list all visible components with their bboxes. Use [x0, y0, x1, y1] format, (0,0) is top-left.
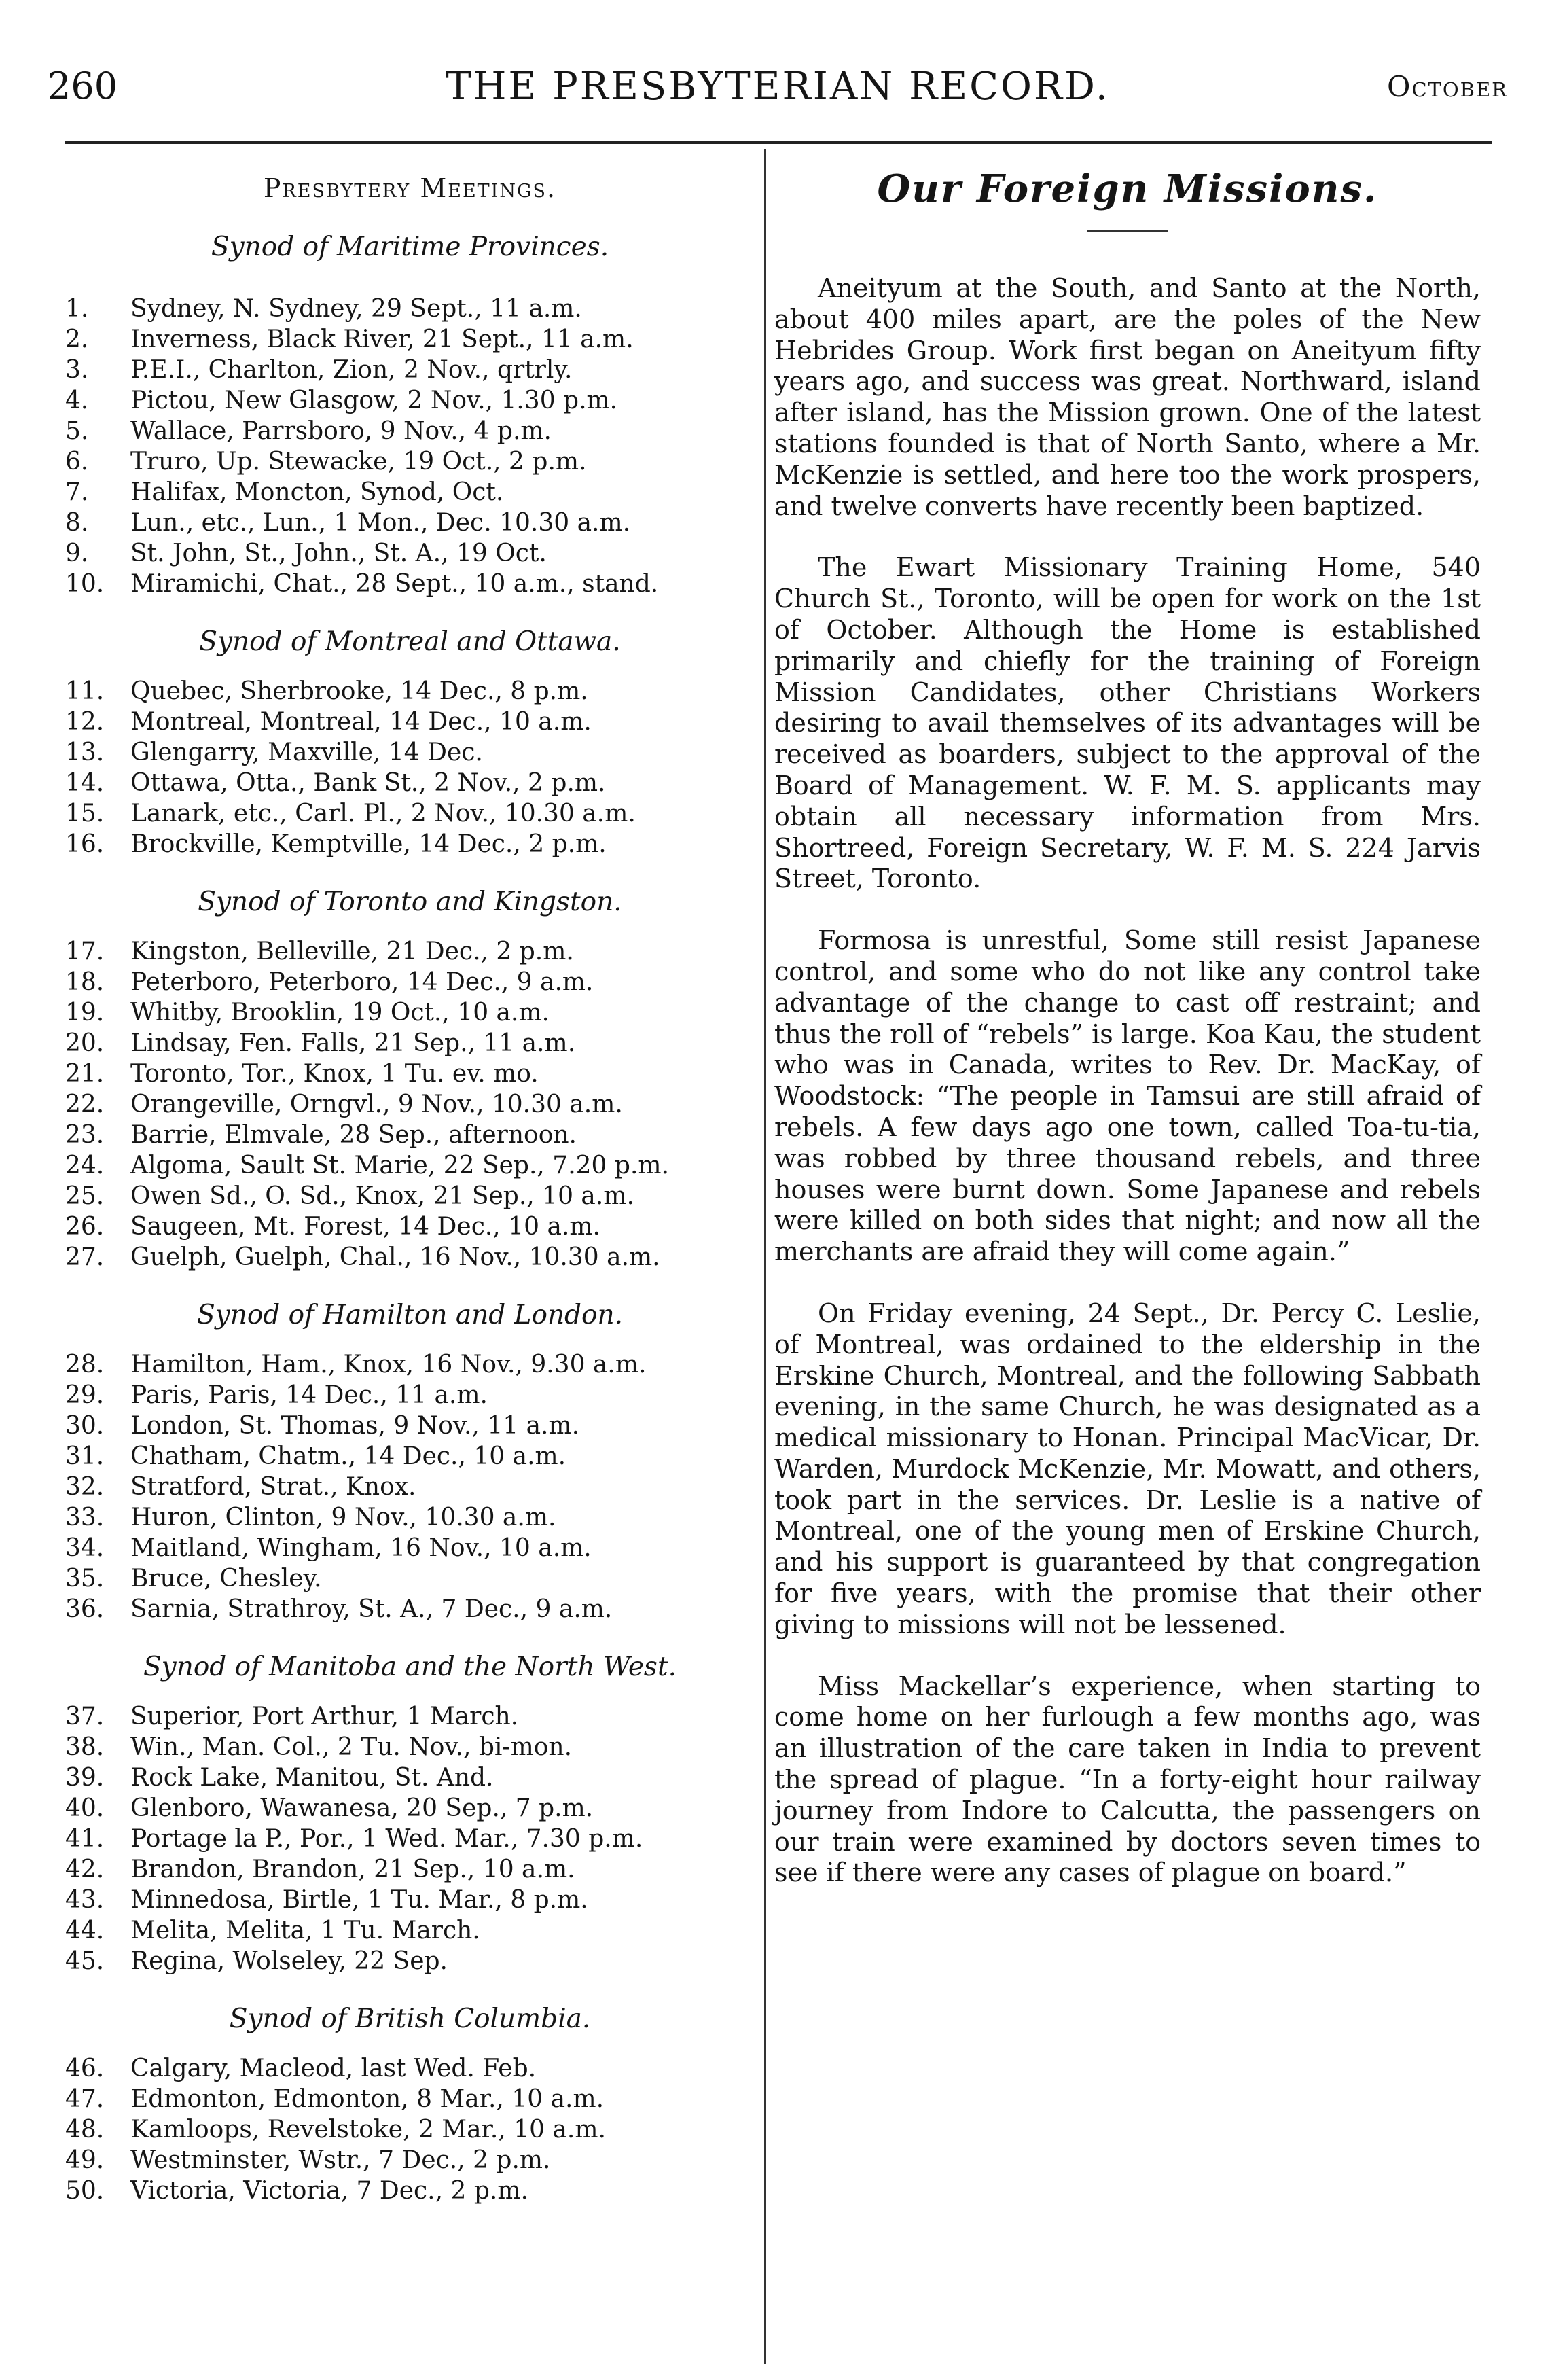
entry-number: 13. [65, 739, 105, 766]
synod-block [65, 232, 755, 599]
list-item [65, 1089, 755, 1120]
entry-number: 39. [65, 1764, 105, 1792]
entry-number: 31. [65, 1442, 105, 1470]
list-item [65, 967, 755, 997]
synod-heading: Synod of Hamilton and London. [196, 1300, 624, 1330]
entry-text: Bruce, Chesley. [130, 1565, 322, 1593]
entry-number: 29. [65, 1381, 105, 1409]
entry-text: Portage la P., Por., 1 Wed. Mar., 7.30 p.m. [130, 1825, 643, 1853]
entry-text: Orangeville, Orngvl., 9 Nov., 10.30 a.m. [130, 1090, 623, 1118]
entry-text: Owen Sd., O. Sd., Knox, 21 Sep., 10 a.m. [130, 1182, 634, 1210]
entry-number: 37. [65, 1703, 105, 1730]
running-head [48, 65, 1508, 126]
entry-text: Saugeen, Mt. Forest, 14 Dec., 10 a.m. [130, 1213, 600, 1241]
list-item [65, 1242, 755, 1273]
entry-text: Wallace, Parrsboro, 9 Nov., 4 p.m. [130, 417, 552, 445]
entry-number: 2. [65, 325, 89, 353]
entry-number: 23. [65, 1121, 105, 1149]
issue-month: October [1386, 70, 1508, 103]
list-item [65, 737, 755, 768]
entry-text: P.E.I., Charlton, Zion, 2 Nov., qrtrly. [130, 356, 573, 384]
entry-text: Edmonton, Edmonton, 8 Mar., 10 a.m. [130, 2085, 605, 2113]
list-item [65, 1915, 755, 1946]
entry-number: 21. [65, 1060, 105, 1088]
missions-paragraph: Aneityum at the South, and Santo at the North, about 400 miles apart, are the poles of the New Hebrides Group. Work first began on Aneityum fifty years ago, and success was great. Northward, island after island, has the Mission grown. One of the latest stations founded is that of North Santo, where a Mr. McKenzie is settled, and here too the work prospers, and twelve converts have recently been baptized. [774, 273, 1481, 521]
entry-number: 33. [65, 1504, 105, 1531]
missions-paragraph: Miss Mackellar’s experience, when starting to come home on her furlough a few months ago, was an illustration of the care taken in India to prevent the spread of plague. “In a forty-eight hour railway journey from Indore to Calcutta, the passengers on our train were examined by doctors seven times to see if there were any cases of plague on board.” [774, 1671, 1481, 1888]
presbytery-list [65, 676, 755, 859]
entry-text: Halifax, Moncton, Synod, Oct. [130, 478, 504, 506]
missions-paragraph: The Ewart Missionary Training Home, 540 Church St., Toronto, will be open for work on the 1st of October. Although the Home is established primarily and chiefly for the training of Foreign Mission Candidates, other Christians Workers desiring to avail themselves of its advantages will be received as boarders, subject to the approval of the Board of Management. W. F. M. S. applicants may obtain all necessary information from Mrs. Shortreed, Foreign Secretary, W. F. M. S. 224 Jarvis Street, Toronto. [774, 552, 1481, 894]
list-item [65, 477, 755, 508]
entry-text: Algoma, Sault St. Marie, 22 Sep., 7.20 p.m. [130, 1152, 669, 1179]
synod-heading: Synod of Montreal and Ottawa. [199, 626, 621, 657]
list-item [65, 324, 755, 355]
synod-heading: Synod of Manitoba and the North West. [143, 1652, 677, 1682]
list-item [65, 1502, 755, 1533]
missions-heading: Our Foreign Missions. [877, 166, 1378, 211]
presbytery-list [65, 1701, 755, 1976]
list-item [65, 707, 755, 737]
list-item [65, 2114, 755, 2145]
list-item [65, 1793, 755, 1824]
list-item [65, 1946, 755, 1976]
foreign-missions-column [774, 166, 1481, 1919]
list-item [65, 1472, 755, 1502]
entry-text: Lun., etc., Lun., 1 Mon., Dec. 10.30 a.m. [130, 509, 631, 537]
entry-text: Chatham, Chatm., 14 Dec., 10 a.m. [130, 1442, 566, 1470]
column-divider [764, 149, 766, 2364]
list-item [65, 1533, 755, 1563]
entry-text: Quebec, Sherbrooke, 14 Dec., 8 p.m. [130, 677, 588, 705]
list-item [65, 676, 755, 707]
synod-block [65, 1652, 755, 1976]
entry-text: Peterboro, Peterboro, 14 Dec., 9 a.m. [130, 968, 594, 996]
synod-block [65, 2004, 755, 2206]
section-title: Presbytery Meetings. [263, 173, 557, 203]
entry-text: Brandon, Brandon, 21 Sep., 10 a.m. [130, 1855, 575, 1883]
entry-number: 7. [65, 478, 89, 506]
entry-text: Sydney, N. Sydney, 29 Sept., 11 a.m. [130, 295, 582, 323]
entry-text: Glenboro, Wawanesa, 20 Sep., 7 p.m. [130, 1794, 594, 1822]
entry-number: 26. [65, 1213, 105, 1241]
entry-text: Inverness, Black River, 21 Sept., 11 a.m. [130, 325, 634, 353]
synod-heading: Synod of Toronto and Kingston. [198, 887, 622, 917]
entry-number: 27. [65, 1243, 105, 1271]
list-item [65, 569, 755, 599]
entry-text: St. John, St., John., St. A., 19 Oct. [130, 539, 547, 567]
list-item [65, 446, 755, 477]
synod-heading: Synod of British Columbia. [229, 2004, 591, 2034]
entry-number: 46. [65, 2055, 105, 2082]
entry-text: Rock Lake, Manitou, St. And. [130, 1764, 494, 1792]
entry-number: 50. [65, 2177, 105, 2205]
list-item [65, 1181, 755, 1211]
list-item [65, 416, 755, 446]
entry-text: Kingston, Belleville, 21 Dec., 2 p.m. [130, 938, 574, 965]
list-item [65, 1701, 755, 1732]
list-item [65, 1824, 755, 1854]
entry-number: 28. [65, 1351, 105, 1379]
entry-text: Barrie, Elmvale, 28 Sep., afternoon. [130, 1121, 577, 1149]
entry-text: Superior, Port Arthur, 1 March. [130, 1703, 519, 1730]
entry-number: 30. [65, 1412, 105, 1440]
entry-number: 41. [65, 1825, 105, 1853]
list-item [65, 2145, 755, 2175]
entry-number: 43. [65, 1886, 105, 1914]
entry-number: 36. [65, 1595, 105, 1623]
entry-text: Regina, Wolseley, 22 Sep. [130, 1947, 448, 1975]
entry-text: Melita, Melita, 1 Tu. March. [130, 1917, 480, 1944]
entry-number: 12. [65, 708, 105, 736]
entry-text: Miramichi, Chat., 28 Sept., 10 a.m., stand. [130, 570, 659, 598]
entry-number: 19. [65, 999, 105, 1027]
entry-number: 34. [65, 1534, 105, 1562]
list-item [65, 1762, 755, 1793]
entry-number: 40. [65, 1794, 105, 1822]
missions-paragraph: On Friday evening, 24 Sept., Dr. Percy C. Leslie, of Montreal, was ordained to the eldership in the Erskine Church, Montreal, and the following Sabbath evening, in the same Church, he was designated as a medical missionary to Honan. Principal MacVicar, Dr. Warden, Murdock McKenzie, Mr. Mowatt, and others, took part in the services. Dr. Leslie is a native of Montreal, one of the young men of Erskine Church, and his support is guaranteed by that congregation for five years, with the promise that their other giving to missions will not be lessened. [774, 1298, 1481, 1639]
list-item [65, 1028, 755, 1059]
entry-number: 48. [65, 2116, 105, 2144]
list-item [65, 2175, 755, 2206]
entry-number: 47. [65, 2085, 105, 2113]
entry-number: 44. [65, 1917, 105, 1944]
list-item [65, 1854, 755, 1885]
synod-block [65, 626, 755, 859]
list-item [65, 508, 755, 538]
presbytery-list [65, 936, 755, 1273]
list-item [65, 936, 755, 967]
entry-text: Guelph, Guelph, Chal., 16 Nov., 10.30 a.m. [130, 1243, 660, 1271]
list-item [65, 1120, 755, 1150]
entry-number: 8. [65, 509, 89, 537]
list-item [65, 538, 755, 569]
entry-text: Huron, Clinton, 9 Nov., 10.30 a.m. [130, 1504, 556, 1531]
list-item [65, 798, 755, 829]
synod-heading: Synod of Maritime Provinces. [211, 232, 609, 262]
entry-number: 16. [65, 830, 105, 858]
entry-text: Ottawa, Otta., Bank St., 2 Nov., 2 p.m. [130, 769, 606, 797]
entry-number: 32. [65, 1473, 105, 1501]
presbytery-meetings-column [65, 173, 755, 2206]
entry-text: Truro, Up. Stewacke, 19 Oct., 2 p.m. [130, 448, 587, 476]
list-item [65, 768, 755, 798]
entry-text: Whitby, Brooklin, 19 Oct., 10 a.m. [130, 999, 550, 1027]
entry-number: 14. [65, 769, 105, 797]
entry-number: 1. [65, 295, 89, 323]
synod-block [65, 887, 755, 1273]
entry-text: Montreal, Montreal, 14 Dec., 10 a.m. [130, 708, 592, 736]
entry-text: Maitland, Wingham, 16 Nov., 10 a.m. [130, 1534, 592, 1562]
list-item [65, 1410, 755, 1441]
synod-block [65, 1300, 755, 1624]
list-item [65, 2053, 755, 2084]
entry-number: 15. [65, 800, 105, 828]
entry-text: Win., Man. Col., 2 Tu. Nov., bi-mon. [130, 1733, 573, 1761]
entry-text: Calgary, Macleod, last Wed. Feb. [130, 2055, 537, 2082]
entry-text: Stratford, Strat., Knox. [130, 1473, 416, 1501]
entry-number: 24. [65, 1152, 105, 1179]
list-item [65, 294, 755, 324]
entry-number: 3. [65, 356, 89, 384]
list-item [65, 1563, 755, 1594]
entry-text: Sarnia, Strathroy, St. A., 7 Dec., 9 a.m. [130, 1595, 613, 1623]
entry-number: 17. [65, 938, 105, 965]
entry-number: 38. [65, 1733, 105, 1761]
list-item [65, 1059, 755, 1089]
entry-number: 20. [65, 1029, 105, 1057]
entry-number: 49. [65, 2146, 105, 2174]
header-rule [65, 141, 1492, 144]
entry-text: Toronto, Tor., Knox, 1 Tu. ev. mo. [130, 1060, 539, 1088]
list-item [65, 1150, 755, 1181]
presbytery-list [65, 294, 755, 599]
entry-number: 5. [65, 417, 89, 445]
list-item [65, 2084, 755, 2114]
list-item [65, 1885, 755, 1915]
entry-text: Kamloops, Revelstoke, 2 Mar., 10 a.m. [130, 2116, 606, 2144]
journal-title: THE PRESBYTERIAN RECORD. [446, 65, 1110, 109]
entry-text: Paris, Paris, 14 Dec., 11 a.m. [130, 1381, 488, 1409]
entry-text: Brockville, Kemptville, 14 Dec., 2 p.m. [130, 830, 607, 858]
list-item [65, 997, 755, 1028]
entry-number: 22. [65, 1090, 105, 1118]
entry-number: 4. [65, 387, 89, 414]
heading-rule [1087, 230, 1168, 232]
entry-number: 11. [65, 677, 105, 705]
entry-number: 45. [65, 1947, 105, 1975]
entry-text: Minnedosa, Birtle, 1 Tu. Mar., 8 p.m. [130, 1886, 588, 1914]
entry-number: 18. [65, 968, 105, 996]
entry-number: 6. [65, 448, 89, 476]
list-item [65, 1349, 755, 1380]
list-item [65, 829, 755, 859]
entry-text: Hamilton, Ham., Knox, 16 Nov., 9.30 a.m. [130, 1351, 647, 1379]
entry-text: Victoria, Victoria, 7 Dec., 2 p.m. [130, 2177, 528, 2205]
entry-text: Westminster, Wstr., 7 Dec., 2 p.m. [130, 2146, 551, 2174]
presbytery-list [65, 2053, 755, 2206]
missions-paragraph: Formosa is unrestful, Some still resist Japanese control, and some who do not like any control take advantage of the change to cast off restraint; and thus the roll of “rebels” is large. Koa Kau, the student who was in Canada, writes to Rev. Dr. MacKay, of Woodstock: “The people in Tamsui are still afraid of rebels. A few days ago one town, called Toa-tu-tia, was robbed by three thousand rebels, and three houses were burnt down. Some Japanese and rebels were killed on both sides that night; and now all the merchants are afraid they will come again.” [774, 925, 1481, 1267]
list-item [65, 1732, 755, 1762]
list-item [65, 1211, 755, 1242]
entry-number: 42. [65, 1855, 105, 1883]
presbytery-list [65, 1349, 755, 1624]
entry-number: 10. [65, 570, 105, 598]
list-item [65, 385, 755, 416]
entry-number: 35. [65, 1565, 105, 1593]
entry-text: Glengarry, Maxville, 14 Dec. [130, 739, 483, 766]
list-item [65, 355, 755, 385]
entry-text: London, St. Thomas, 9 Nov., 11 a.m. [130, 1412, 580, 1440]
entry-text: Lanark, etc., Carl. Pl., 2 Nov., 10.30 a.m. [130, 800, 636, 828]
entry-text: Pictou, New Glasgow, 2 Nov., 1.30 p.m. [130, 387, 618, 414]
page-number: 260 [48, 65, 118, 107]
entry-number: 9. [65, 539, 89, 567]
list-item [65, 1594, 755, 1624]
list-item [65, 1441, 755, 1472]
list-item [65, 1380, 755, 1410]
entry-text: Lindsay, Fen. Falls, 21 Sep., 11 a.m. [130, 1029, 576, 1057]
entry-number: 25. [65, 1182, 105, 1210]
